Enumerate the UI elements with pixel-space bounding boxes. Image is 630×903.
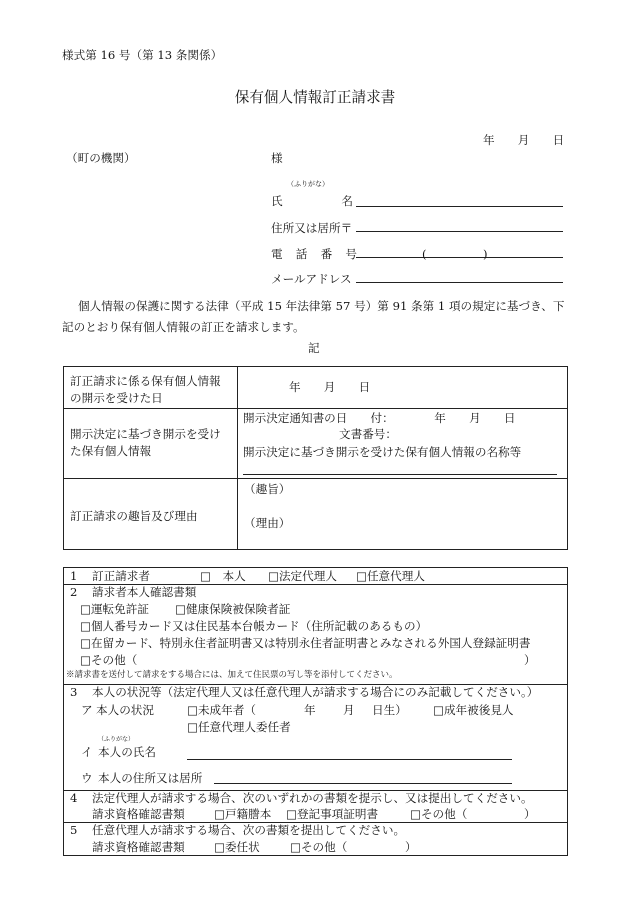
document-number-label: 文書番号： [339, 427, 397, 441]
birth-year-label: 年 [304, 703, 316, 717]
checkbox-voluntary-agent[interactable]: □任意代理人 [356, 569, 425, 583]
submission-date-field[interactable]: 年 月 日 [483, 133, 565, 147]
request-statement: 個人情報の保護に関する法律（平成 15 年法律第 57 号）第 91 条第 1 項の規定に基づき、下記のとおり保有個人情報の訂正を請求します。 [62, 299, 565, 334]
info-name-field[interactable] [243, 474, 557, 475]
checkbox-voluntary-other[interactable]: □その他（ [290, 840, 348, 854]
correction-details-table [63, 366, 568, 550]
checkbox-registry-certificate[interactable]: □登記事項証明書 [286, 807, 379, 821]
reason-label: （理由） [244, 516, 291, 530]
form-number: 様式第 16 号（第 13 条関係） [62, 48, 223, 62]
legal-agent-docs-heading: 法定代理人が請求する場合、次のいずれかの書類を提示し、又は提出してください。 [92, 791, 533, 805]
eligibility-docs-label: 請求資格確認書類 [92, 807, 185, 821]
checkbox-delegator[interactable]: □任意代理人委任者 [187, 720, 291, 734]
disclosure-date-label: 訂正請求に係る保有個人情報の開示を受けた日 [70, 374, 221, 405]
disclosed-info-field[interactable] [238, 409, 567, 478]
section-number: 4 [70, 791, 78, 805]
requester-type-label: 訂正請求者 [92, 569, 150, 583]
email-field[interactable] [356, 282, 563, 283]
phone-label: 電 話 番 号 [271, 247, 358, 261]
furigana-label: （ふりがな） [287, 180, 329, 188]
disclosure-date-text: 年 月 日 [289, 380, 371, 394]
checkbox-power-of-attorney[interactable]: □委任状 [214, 840, 260, 854]
ki-heading: 記 [308, 341, 320, 355]
agency-label: （町の機関） [66, 151, 136, 165]
item-marker: ウ [81, 771, 93, 785]
honorific: 様 [271, 151, 283, 165]
birth-day-label: 日生） [372, 703, 407, 717]
other-id-close-paren: ） [524, 653, 536, 667]
section-number: 3 [70, 685, 78, 699]
item-marker: ア [81, 703, 93, 717]
checkbox-legal-agent[interactable]: □法定代理人 [268, 569, 337, 583]
birth-month-label: 月 [343, 703, 355, 717]
item-marker: イ [81, 745, 93, 759]
principal-status-label: 本人の状況 [96, 703, 154, 717]
principal-status-heading: 本人の状況等（法定代理人又は任意代理人が請求する場合にのみ記載してください。） [92, 685, 539, 699]
section-number: 1 [70, 569, 78, 583]
purpose-reason-field[interactable] [238, 479, 567, 549]
phone-field[interactable] [356, 257, 563, 258]
checkbox-health-insurance[interactable]: □健康保険被保険者証 [175, 602, 291, 616]
name-field[interactable] [356, 206, 563, 207]
checkbox-drivers-license[interactable]: □運転免許証 [80, 602, 149, 616]
checkbox-legal-other[interactable]: □その他（ [410, 807, 468, 821]
principal-furigana-label: （ふりがな） [98, 736, 135, 743]
email-label: メールアドレス [271, 272, 352, 286]
id-docs-label: 請求者本人確認書類 [92, 585, 197, 599]
info-name-label: 開示決定に基づき開示を受けた保有個人情報の名称等 [243, 445, 522, 459]
legal-other-close-paren: ） [524, 807, 536, 821]
checkbox-self[interactable]: □ 本人 [200, 569, 246, 583]
checkbox-residence-card[interactable]: □在留カード、特別永住者証明書又は特別永住者証明書とみなされる外国人登録証明書 [80, 636, 531, 650]
phone-paren-open: ( [422, 247, 427, 261]
address-label: 住所又は居所〒 [271, 221, 353, 235]
checkbox-mynumber-card[interactable]: □個人番号カード又は住民基本台帳カード（住所記載のあるもの） [80, 619, 428, 633]
checkbox-other-id[interactable]: □その他（ [80, 653, 138, 667]
disclosed-info-label: 開示決定に基づき開示を受けた保有個人情報 [70, 427, 221, 458]
purpose-label: （趣旨） [244, 482, 291, 496]
mail-request-note: ※請求書を送付して請求をする場合には、加えて住民票の写し等を添付してください。 [66, 670, 398, 680]
section-number: 2 [70, 585, 78, 599]
checkbox-adult-ward[interactable]: □成年被後見人 [433, 703, 514, 717]
principal-address-label: 本人の住所又は居所 [98, 771, 203, 785]
eligibility-docs-label: 請求資格確認書類 [92, 840, 185, 854]
voluntary-agent-docs-heading: 任意代理人が請求する場合、次の書類を提出してください。 [92, 823, 406, 837]
phone-paren-close: ) [483, 247, 488, 261]
principal-name-label: 本人の氏名 [98, 745, 156, 759]
name-label: 氏 名 [271, 194, 359, 208]
checkbox-minor[interactable]: □未成年者（ [187, 703, 256, 717]
principal-name-field[interactable] [187, 759, 512, 760]
purpose-reason-label: 訂正請求の趣旨及び理由 [70, 509, 198, 523]
disclosure-date-field[interactable] [238, 367, 567, 408]
section-number: 5 [70, 823, 78, 837]
address-field[interactable] [356, 231, 563, 232]
form-title: 保有個人情報訂正請求書 [234, 89, 396, 106]
principal-address-field[interactable] [214, 783, 512, 784]
notice-date-text: 開示決定通知書の日 付： 年 月 日 [243, 411, 516, 425]
voluntary-other-close-paren: ） [405, 840, 417, 854]
requester-checklist-table [63, 567, 568, 856]
checkbox-family-register[interactable]: □戸籍謄本 [214, 807, 272, 821]
